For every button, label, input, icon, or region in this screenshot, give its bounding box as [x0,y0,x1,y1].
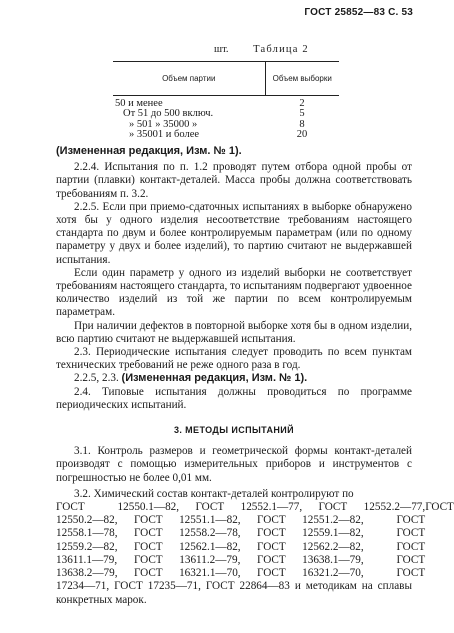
sample-size-cell: 8 [299,118,305,130]
gost-cell: ГОСТ [396,567,426,580]
table-row [113,130,339,140]
gost-row [56,514,454,527]
gost-cell: ГОСТ [257,527,286,540]
gost-cell: ГОСТ [318,501,348,514]
amendment-note: (Измененная редакция, Изм. № 1). [56,145,242,157]
gost-cell: 16321.2—70, [302,567,364,580]
gost-cell: 12558.1—78, [56,527,118,540]
amendment-ref: 2.2.5, 2.3. [74,372,119,385]
gost-cell: 12562.1—82, [179,540,241,553]
gost-cell: ГОСТ [425,501,454,514]
paragraph-2-4: 2.4. Типовые испытания должны проводиться по программе периодических испытаний. [56,385,412,411]
gost-cell: 16321.1—70, [179,567,241,580]
gost-row [56,567,454,580]
gost-row [56,501,454,514]
gost-cell: ГОСТ [396,514,426,527]
gost-cell: ГОСТ [257,567,286,580]
body-text [56,145,454,607]
amendment-note-2 [56,372,412,385]
paragraph-2-2-5-b: Если один параметр у одного из изделий выборки не соответствует требованиям настоящего стандарта, то испытаниям подвергают удвоенное количество изделий из той же партии по всем контролируемым параметрам. [56,266,412,319]
sample-size-table [113,61,339,140]
gost-cell: 13638.2—79, [56,567,118,580]
paragraph-2-2-4: 2.2.4. Испытания по п. 1.2 проводят путем отбора одной пробы от партии (плавки) контакт-деталей. Масса пробы должна соответствовать требованиям п. 3.2. [56,161,412,200]
gost-cell: 12562.2—82, [302,540,364,553]
paragraph-3-1: 3.1. Контроль размеров и геометрической формы контакт-деталей производят с помощью измерительных приборов и инструментов с погрешностью не более 0,01 мм. [56,445,412,484]
paragraph-3-2-end: 17234—71, ГОСТ 17235—71, ГОСТ 22864—83 и методикам на сплавы конкретных марок. [56,580,412,606]
gost-cell: ГОСТ [257,514,286,527]
gost-cell: ГОСТ [396,527,426,540]
lot-size-cell: 50 и менее [115,98,163,109]
lot-size-cell: » 501 » 35000 » [129,118,198,130]
lot-size-cell: » 35001 и более [129,128,200,140]
gost-cell: ГОСТ [133,527,163,540]
section-title: 3. МЕТОДЫ ИСПЫТАНИЙ [173,425,295,436]
sample-size-cell: 2 [299,98,305,109]
gost-cell: 12558.2—78, [179,527,241,540]
gost-cell: ГОСТ [133,514,163,527]
page-header: ГОСТ 25852—83 С. 53 [304,7,413,18]
gost-cell: 12550.1—82, [117,501,180,514]
gost-cell: ГОСТ [195,501,225,514]
gost-cell: ГОСТ [133,553,163,566]
sample-size-cell: 5 [299,108,305,120]
gost-cell: 13611.1—79, [56,553,118,566]
gost-row [56,541,454,554]
table-caption [214,44,309,55]
gost-cell: 12559.1—82, [302,527,364,540]
sample-size-cell: 20 [296,128,308,140]
gost-cell: ГОСТ [56,501,85,514]
gost-cell: 12550.2—82, [56,514,118,527]
paragraph-2-2-5: 2.2.5. Если при приемо-сдаточных испытаниях в выборке обнаружено хотя бы у одного изделия несоответствие требованиям настоящего стандарта по двум и более контролируемым параметрам (или по одному параметру у двух и более изделий), то партию считают не выдержавшей испытания. [56,200,412,266]
gost-cell: ГОСТ [133,567,163,580]
gost-cell: 13638.1—79, [302,553,364,566]
gost-cell: 12552.1—77, [240,501,303,514]
paragraph-2-2-5-c: При наличии дефектов в повторной выборке хотя бы в одном изделии, всю партию считают не выдержавшей испытания. [56,319,412,345]
gost-cell: 13611.2—79, [179,553,241,566]
gost-cell: 12559.2—82, [56,540,118,553]
paragraph-3-2-intro: 3.2. Химический состав контакт-деталей контролируют по [74,487,354,500]
lot-size-cell: От 51 до 500 включ. [123,108,214,120]
table-row [113,96,339,110]
gost-row [56,554,454,567]
table-title: Таблица 2 [253,44,309,55]
gost-row [56,527,454,540]
table-header-lot: Объем партии [113,62,265,96]
gost-cell: ГОСТ [396,540,426,553]
gost-cell: 12551.1—82, [179,514,241,527]
gost-cell: ГОСТ [257,540,286,553]
table-header-sample: Объем выборки [265,62,339,96]
gost-cell: 12551.2—82, [302,514,364,527]
table-unit: шт. [214,44,229,55]
gost-cell: 12552.2—77, [363,501,426,514]
gost-cell: ГОСТ [257,553,286,566]
paragraph-2-3: 2.3. Периодические испытания следует проводить по всем пунктам технических требований не реже одного раза в год. [56,346,412,372]
amendment-text: (Измененная редакция, Изм. № 1). [121,372,308,385]
gost-reference-grid [56,501,454,580]
gost-cell: ГОСТ [396,553,426,566]
gost-cell: ГОСТ [133,540,163,553]
